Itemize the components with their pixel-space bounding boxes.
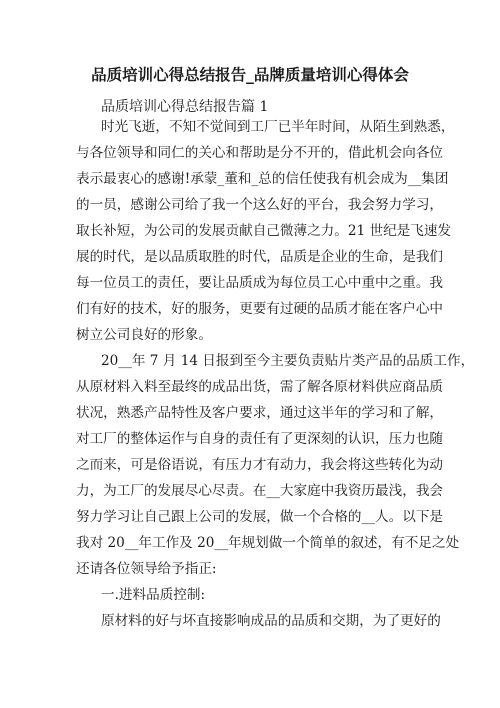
paragraph-line: 20__年 7 月 14 日报到至今主要负责贴片类产品的品质工作， (101, 353, 475, 369)
paragraph-line: 表示最衷心的感谢!承蒙_董和_总的信任使我有机会成为__集团 (76, 171, 449, 187)
paragraph-line: 取长补短，为公司的发展贡献自己微薄之力。21 世纪是飞速发 (76, 223, 452, 239)
paragraph-line: 时光飞逝，不知不觉间到工厂已半年时间，从陌生到熟悉， (101, 119, 455, 135)
paragraph-line: 原材料的好与坏直接影响成品的品质和交期，为了更好的 (101, 613, 441, 629)
paragraph-line: 对工厂的整体运作与自身的责任有了更深刻的认识，压力也随 (76, 431, 444, 447)
paragraph-line: 与各位领导和同仁的关心和帮助是分不开的，借此机会向各位 (76, 145, 444, 161)
paragraph-line: 状况，熟悉产品特性及客户要求，通过这半年的学习和了解， (76, 405, 444, 421)
document-title: 品质培训心得总结报告_品牌质量培训心得体会 (91, 65, 409, 84)
paragraph-line: 树立公司良好的形象。 (76, 327, 212, 343)
section-heading: 一.进料品质控制: (101, 587, 206, 603)
paragraph-line: 展的时代，是以品质取胜的时代，品质是企业的生命，是我们 (76, 249, 444, 265)
paragraph-line: 之而来，可是俗语说，有压力才有动力，我会将这些转化为动 (76, 457, 444, 473)
paragraph-line: 力，为工厂的发展尽心尽责。在__大家庭中我资历最浅，我会 (76, 483, 444, 499)
paragraph-line: 的一员，感谢公司给了我一个这么好的平台，我会努力学习， (76, 197, 444, 213)
paragraph-line: 从原材料入料至最终的成品出货，需了解各原材料供应商品质 (76, 379, 444, 395)
paragraph-line: 每一位员工的责任，要让品质成为每位员工心中重中之重。我 (76, 275, 444, 291)
paragraph-line: 还请各位领导给予指正: (76, 561, 217, 577)
paragraph-line: 们有好的技术，好的服务，更要有过硬的品质才能在客户心中 (76, 301, 444, 317)
paragraph-line: 我对 20__年工作及 20__年规划做一个简单的叙述，有不足之处 (76, 535, 460, 551)
paragraph-line: 努力学习让自己跟上公司的发展，做一个合格的__人。以下是 (76, 509, 444, 525)
document-subtitle: 品质培训心得总结报告篇 1 (101, 99, 269, 115)
